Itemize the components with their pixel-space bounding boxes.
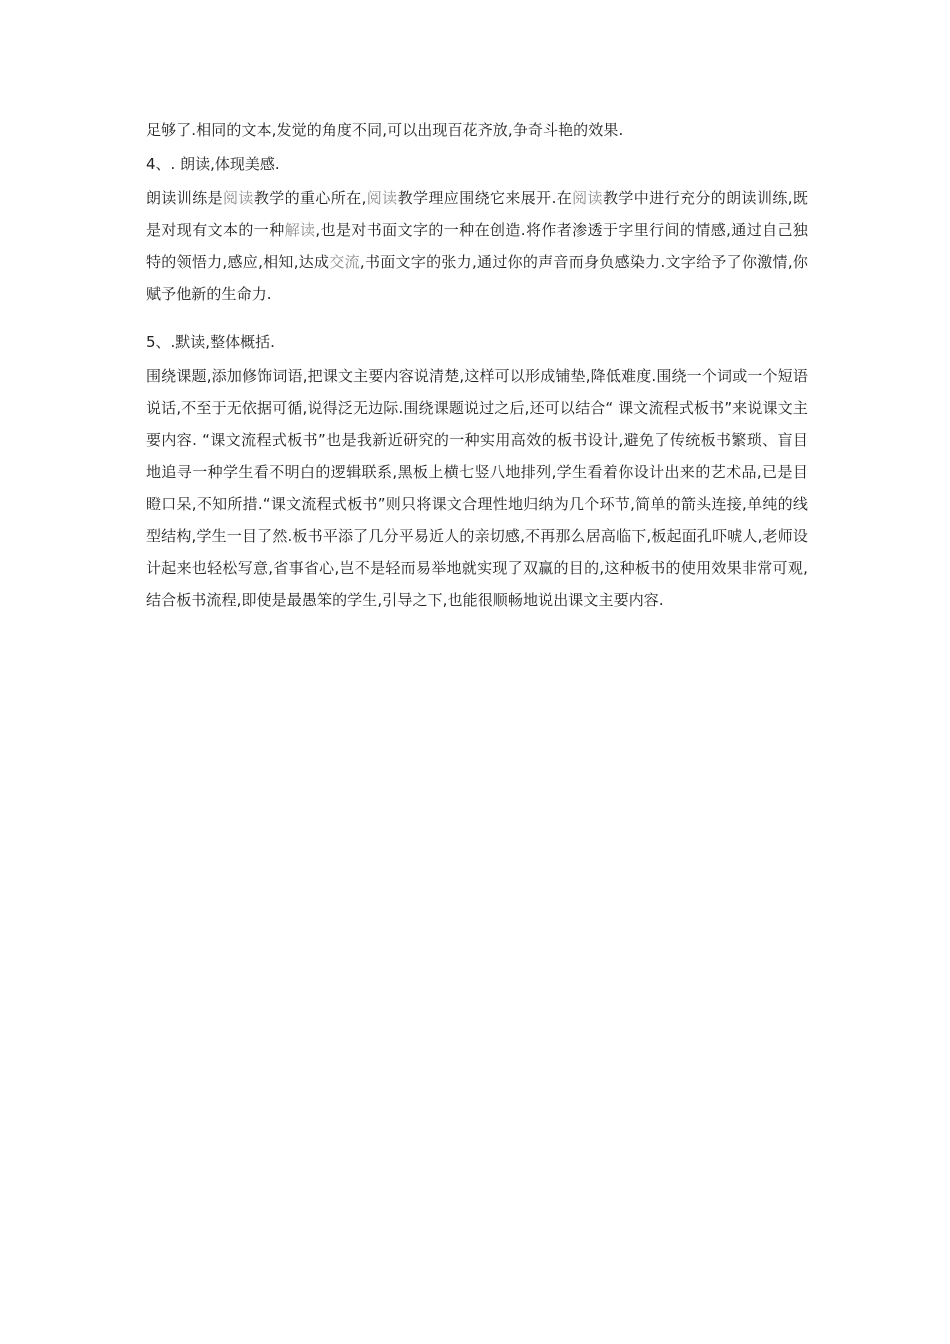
document-content: [146, 114, 808, 616]
section-4-text-6: 教学中进行充分的朗读训练,既是对现有文本的一种: [146, 189, 809, 239]
section-4-keyword-communication: 交流: [329, 253, 360, 271]
section-4-text-10: ,书面文字的张力,通过你的声音而身负感染力.文字给予了你激情,你赋予他新的生命力.: [146, 253, 808, 303]
section-4-text-0: 朗读训练是: [146, 189, 223, 207]
section-4-text-2: 教学的重心所在,: [253, 189, 367, 207]
section-4-paragraph: [146, 182, 808, 310]
section-4-keyword-reading: 阅读: [572, 189, 603, 207]
section-4-keyword-interpretation: 解读: [284, 221, 316, 239]
intro-paragraph: 足够了.相同的文本,发觉的角度不同,可以出现百花齐放,争奇斗艳的效果.: [146, 121, 624, 139]
section-4-text-4: 教学理应围绕它来展开.在: [397, 189, 573, 207]
section-4-text-8: ,也是对书面文字的一种在创造.将作者渗透于字里行间的情感,通过自己独特的领悟力,感应,相知,达成: [146, 221, 809, 271]
section-5-heading: 5、.默读,整体概括.: [146, 333, 275, 351]
section-4-heading: 4、. 朗读,体现美感.: [146, 155, 280, 173]
section-4-keyword-reading: 阅读: [223, 189, 254, 207]
section-5-paragraph: 围绕课题,添加修饰词语,把课文主要内容说清楚,这样可以形成铺垫,降低难度.围绕一个词或一个短语说话,不至于无依据可循,说得泛无边际.围绕课题说过之后,还可以结合“ 课文流程式板书”来说课文主要内容. “课文流程式板书”也是我新近研究的一种实用高效的板书设计,避免了传统板书繁琐、盲目地追寻一种学生看不明白的逻辑联系,黑板上横七竖八地排列,学生看着你设计出来的艺术品,已是目瞪口呆,不知所措.“课文流程式板书”则只将课文合理性地归纳为几个环节,简单的箭头连接,单纯的线型结构,学生一目了然.板书平添了几分平易近人的亲切感,不再那么居高临下,板起面孔吓唬人,老师设计起来也轻松写意,省事省心,岂不是轻而易举地就实现了双赢的目的,这种板书的使用效果非常可观,结合板书流程,即使是最愚笨的学生,引导之下,也能很顺畅地说出课文主要内容.: [146, 367, 808, 609]
section-4-keyword-reading: 阅读: [366, 189, 398, 207]
